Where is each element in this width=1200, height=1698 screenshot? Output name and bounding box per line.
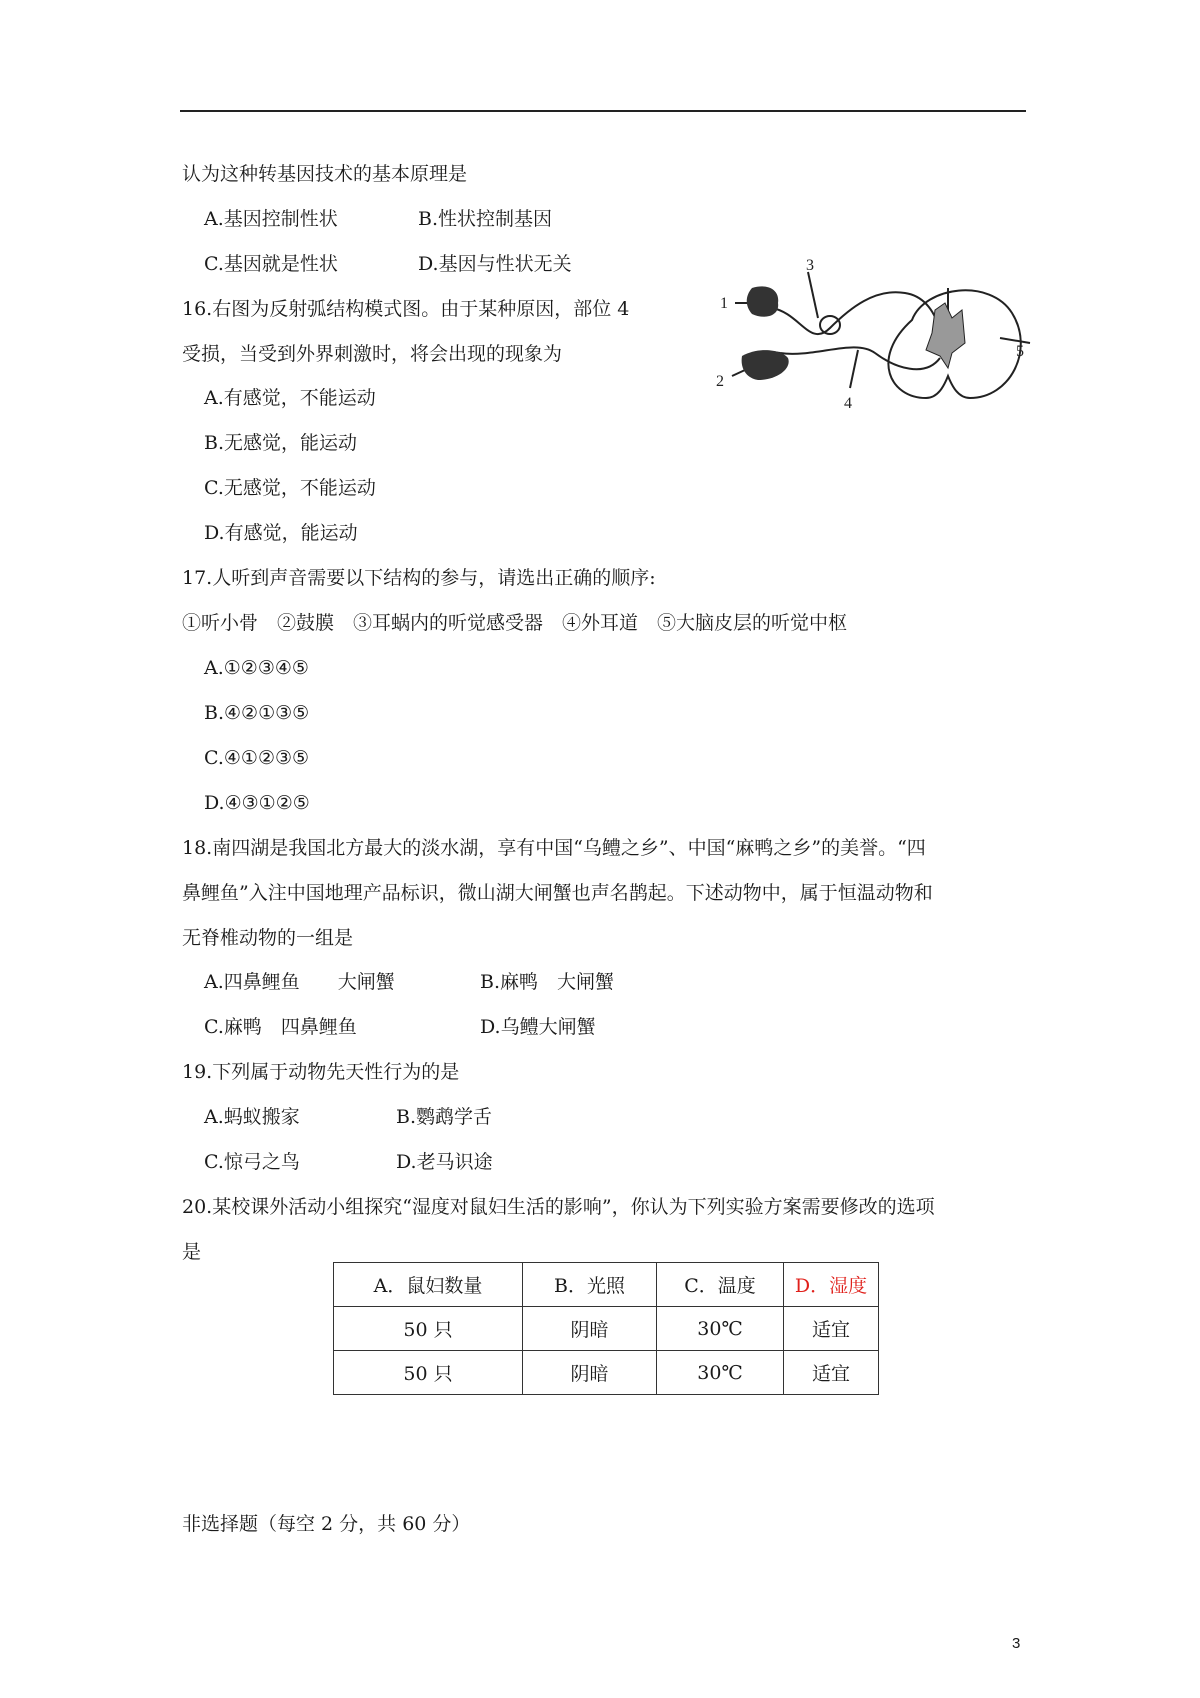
- q18-stem-line3: 无脊椎动物的一组是: [182, 927, 354, 949]
- q15-option-a: A.基因控制性状: [204, 208, 338, 230]
- q16-option-d: D.有感觉，能运动: [204, 522, 358, 544]
- q19-stem: 19.下列属于动物先天性行为的是: [182, 1061, 460, 1083]
- q15-option-b: B.性状控制基因: [418, 208, 553, 230]
- q18-stem-line2: 鼻鲤鱼”入注中国地理产品标识，微山湖大闸蟹也声名鹊起。下述动物中，属于恒温动物和: [182, 882, 933, 904]
- q16-stem-line2: 受损，当受到外界刺激时，将会出现的现象为: [182, 343, 563, 365]
- table-cell: 50 只: [334, 1307, 523, 1351]
- page-number: 3: [1012, 1635, 1021, 1652]
- q16-option-c: C.无感觉，不能运动: [204, 477, 376, 499]
- q16-stem-line1: 16.右图为反射弧结构模式图。由于某种原因，部位 4: [182, 298, 630, 320]
- q17-option-a: A.①②③④⑤: [204, 657, 309, 679]
- table-header: A．鼠妇数量: [334, 1263, 523, 1307]
- q17-stem: 17.人听到声音需要以下结构的参与，请选出正确的顺序:: [182, 567, 656, 589]
- q15-option-d: D.基因与性状无关: [418, 253, 572, 275]
- table-cell: 30℃: [657, 1351, 784, 1395]
- diagram-label-2: 2: [716, 373, 724, 390]
- q18-option-c: C.麻鸭 四鼻鲤鱼: [204, 1016, 357, 1038]
- table-cell: 50 只: [334, 1351, 523, 1395]
- q18-option-d: D.乌鳢大闸蟹: [480, 1016, 596, 1038]
- q19-option-b: B.鹦鹉学舌: [396, 1106, 493, 1128]
- table-cell: 阴暗: [523, 1307, 657, 1351]
- q17-option-b: B.④②①③⑤: [204, 702, 310, 724]
- q18-option-a: A.四鼻鲤鱼 大闸蟹: [204, 971, 395, 993]
- q15-option-c: C.基因就是性状: [204, 253, 338, 275]
- table-row: [334, 1351, 879, 1395]
- q19-option-a: A.蚂蚁搬家: [204, 1106, 300, 1128]
- table-cell: 30℃: [657, 1307, 784, 1351]
- table-header: C．温度: [657, 1263, 784, 1307]
- table-cell: 阴暗: [523, 1351, 657, 1395]
- q16-option-a: A.有感觉，不能运动: [204, 387, 376, 409]
- reflex-arc-diagram: [690, 258, 1040, 433]
- experiment-table: [333, 1262, 879, 1395]
- q17-items: ①听小骨 ②鼓膜 ③耳蜗内的听觉感受器 ④外耳道 ⑤大脑皮层的听觉中枢: [182, 612, 848, 634]
- q16-option-b: B.无感觉，能运动: [204, 432, 358, 454]
- table-cell: 适宜: [784, 1351, 879, 1395]
- table-cell: 适宜: [784, 1307, 879, 1351]
- header-rule: [180, 110, 1026, 112]
- diagram-label-4: 4: [844, 395, 852, 412]
- q17-option-d: D.④③①②⑤: [204, 792, 310, 814]
- q18-stem-line1: 18.南四湖是我国北方最大的淡水湖，享有中国“乌鳢之乡”、中国“麻鸭之乡”的美誉。“四: [182, 837, 926, 859]
- q20-stem-line2: 是: [182, 1241, 202, 1263]
- table-row: [334, 1307, 879, 1351]
- q19-option-c: C.惊弓之鸟: [204, 1151, 300, 1173]
- q18-option-b: B.麻鸭 大闸蟹: [480, 971, 615, 993]
- q19-option-d: D.老马识途: [396, 1151, 493, 1173]
- q20-stem-line1: 20.某校课外活动小组探究“湿度对鼠妇生活的影响”，你认为下列实验方案需要修改的选项: [182, 1196, 935, 1218]
- table-header: B．光照: [523, 1263, 657, 1307]
- section-title: 非选择题（每空 2 分，共 60 分）: [182, 1513, 471, 1535]
- q15-stem: 认为这种转基因技术的基本原理是: [182, 163, 468, 185]
- q17-option-c: C.④①②③⑤: [204, 747, 310, 769]
- diagram-label-3: 3: [806, 258, 814, 274]
- table-header-row: [334, 1263, 879, 1307]
- diagram-label-1: 1: [720, 295, 728, 312]
- table-header-highlighted: D．湿度: [784, 1263, 879, 1307]
- diagram-label-5: 5: [1016, 343, 1024, 360]
